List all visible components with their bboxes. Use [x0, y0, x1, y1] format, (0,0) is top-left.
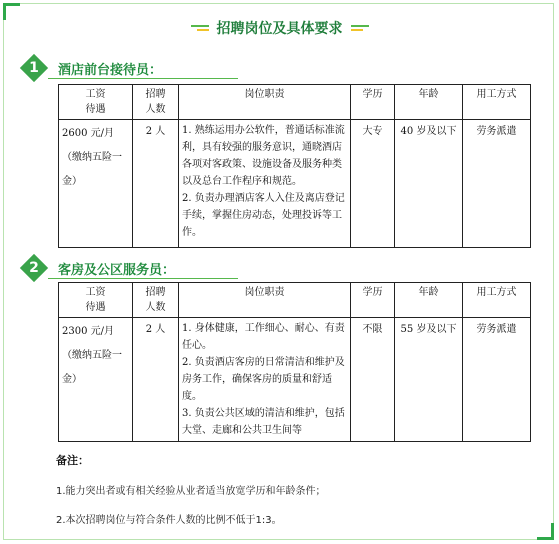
- table-header-row: [59, 85, 531, 120]
- header-education: 学历: [351, 283, 395, 318]
- age-cell: 55 岁及以下: [395, 318, 463, 442]
- header-duties: 岗位职责: [179, 283, 351, 318]
- duties-cell: [179, 318, 351, 442]
- header-employment: 用工方式: [463, 283, 531, 318]
- note-item: 1.能力突出者或有相关经验从业者适当放宽学历和年龄条件；: [56, 486, 326, 497]
- duty-item: 2. 负责酒店客房的日常清洁和维护及房务工作，确保客房的质量和舒适度。: [182, 357, 345, 402]
- count-cell: 2 人: [133, 120, 179, 248]
- duty-item: 1. 熟练运用办公软件，普通话标准流利，具有较强的服务意识，通晓酒店各项对客政策、设施设备及服务种类以及总台工作程序和规范。: [182, 125, 345, 187]
- section-underline: [48, 78, 238, 79]
- duty-item: 3. 负责公共区域的清洁和维护，包括大堂、走廊和公共卫生间等: [182, 408, 345, 436]
- pay-cell: 2600 元/月（缴纳五险一金）: [59, 120, 133, 248]
- employment-cell: 劳务派遣: [463, 120, 531, 248]
- education-cell: 不限: [351, 318, 395, 442]
- header-pay: 工资 待遇: [59, 85, 133, 120]
- header-education: 学历: [351, 85, 395, 120]
- job-table-1: [58, 84, 531, 248]
- page-title: 招聘岗位及具体要求: [216, 21, 343, 37]
- pay-cell: 2300 元/月（缴纳五险一金）: [59, 318, 133, 442]
- table-row: [59, 120, 531, 248]
- header-count: 招聘 人数: [133, 85, 179, 120]
- header-age: 年龄: [395, 85, 463, 120]
- job-table-2: [58, 282, 531, 442]
- page-title-bar: [0, 12, 559, 38]
- duties-cell: [179, 120, 351, 248]
- table-row: [59, 318, 531, 442]
- header-pay: 工资 待遇: [59, 283, 133, 318]
- employment-cell: 劳务派遣: [463, 318, 531, 442]
- count-cell: 2 人: [133, 318, 179, 442]
- education-cell: 大专: [351, 120, 395, 248]
- section-title: 客房及公区服务员：: [58, 263, 176, 278]
- notes-block: [56, 452, 326, 526]
- header-employment: 用工方式: [463, 85, 531, 120]
- note-item: 2.本次招聘岗位与符合条件人数的比例不低于1:3。: [56, 515, 282, 526]
- duty-item: 1. 身体健康，工作细心、耐心、有责任心。: [182, 323, 345, 351]
- section-number: 1: [29, 60, 39, 76]
- section-number: 2: [29, 260, 39, 276]
- page-title-group: [191, 18, 369, 38]
- title-deco-left: [191, 25, 209, 31]
- header-duties: 岗位职责: [179, 85, 351, 120]
- corner-decoration: [537, 523, 554, 540]
- title-deco-right: [351, 25, 369, 31]
- section-underline: [48, 278, 238, 279]
- duty-item: 2. 负责办理酒店客人入住及离店登记手续，掌握住房动态，处理投诉等工作。: [182, 193, 345, 238]
- header-count: 招聘 人数: [133, 283, 179, 318]
- notes-title: 备注：: [56, 454, 89, 467]
- age-cell: 40 岁及以下: [395, 120, 463, 248]
- header-age: 年龄: [395, 283, 463, 318]
- table-header-row: [59, 283, 531, 318]
- section-title: 酒店前台接待员：: [58, 63, 163, 78]
